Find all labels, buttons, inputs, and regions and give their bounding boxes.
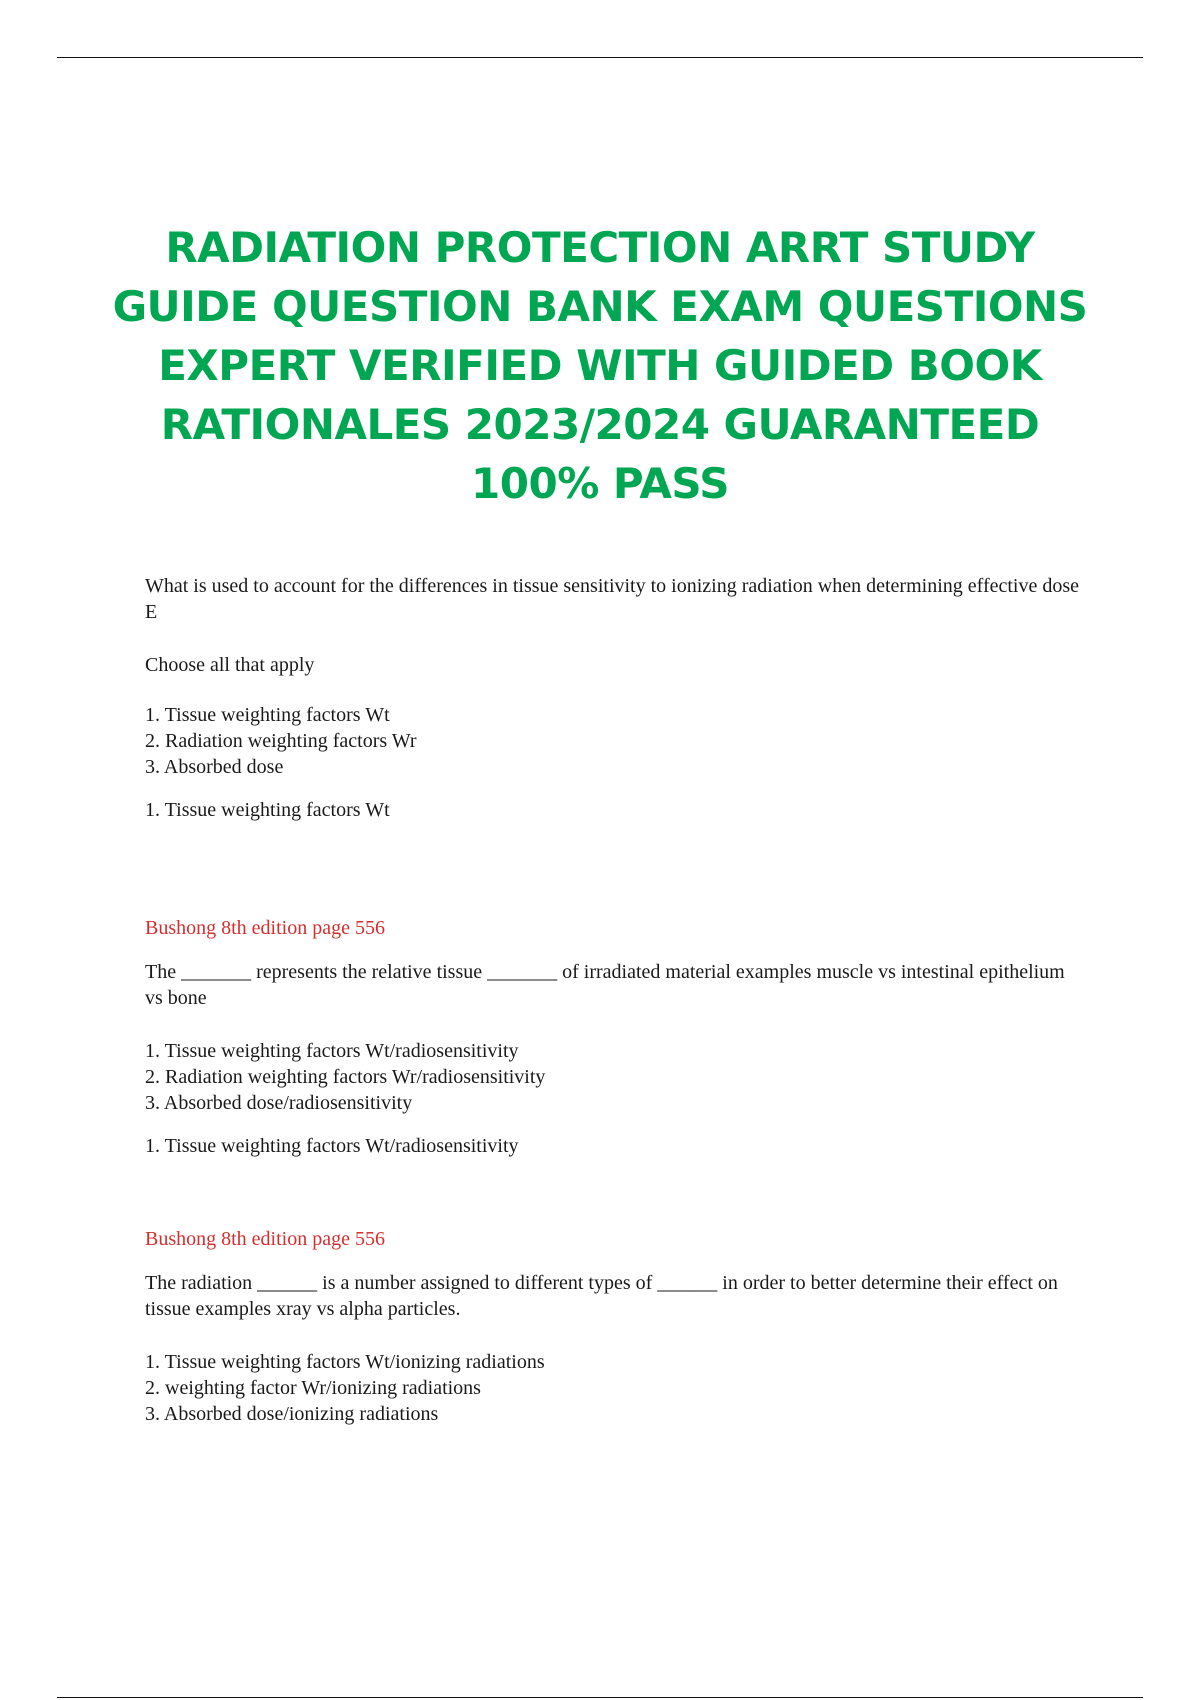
- option-item: 3. Absorbed dose: [145, 756, 284, 778]
- options-list: [145, 1349, 1085, 1427]
- document-title: RADIATION PROTECTION ARRT STUDY GUIDE QUESTION BANK EXAM QUESTIONS EXPERT VERIFIED WITH GUIDED BOOK RATIONALES 2023/2024 GUARANTEED 100% PASS: [112, 223, 1088, 508]
- option-item: 3. Absorbed dose/radiosensitivity: [145, 1092, 413, 1114]
- question-text: The radiation ______ is a number assigned to different types of ______ in order to better determine their effect on tissue examples xray vs alpha particles.: [145, 1272, 1058, 1320]
- question-list: [145, 573, 1085, 1444]
- header-rule: [57, 57, 1143, 58]
- options-list: [145, 1038, 1085, 1116]
- option-item: 2. Radiation weighting factors Wr/radiosensitivity: [145, 1066, 546, 1088]
- answer-text: 1. Tissue weighting factors Wt: [145, 799, 390, 821]
- question-block: [145, 1270, 1085, 1427]
- question-text: What is used to account for the differences in tissue sensitivity to ionizing radiation when determining effective dose E: [145, 575, 1080, 623]
- footer-rule: [57, 1697, 1143, 1698]
- option-item: 2. Radiation weighting factors Wr: [145, 730, 417, 752]
- option-item: 3. Absorbed dose/ionizing radiations: [145, 1403, 439, 1425]
- source-reference: Bushong 8th edition page 556: [145, 917, 385, 939]
- option-item: 2. weighting factor Wr/ionizing radiations: [145, 1377, 481, 1399]
- question-instruction: Choose all that apply: [145, 654, 315, 676]
- options-list: [145, 702, 1085, 780]
- question-text: The _______ represents the relative tissue _______ of irradiated material examples muscle vs intestinal epithelium vs bone: [145, 961, 1065, 1009]
- option-item: 1. Tissue weighting factors Wt/radiosensitivity: [145, 1040, 519, 1062]
- answer-text: 1. Tissue weighting factors Wt/radiosensitivity: [145, 1135, 519, 1157]
- option-item: 1. Tissue weighting factors Wt: [145, 704, 390, 726]
- question-block: [145, 573, 1085, 941]
- question-block: [145, 959, 1085, 1252]
- source-reference: Bushong 8th edition page 556: [145, 1228, 385, 1250]
- option-item: 1. Tissue weighting factors Wt/ionizing radiations: [145, 1351, 545, 1373]
